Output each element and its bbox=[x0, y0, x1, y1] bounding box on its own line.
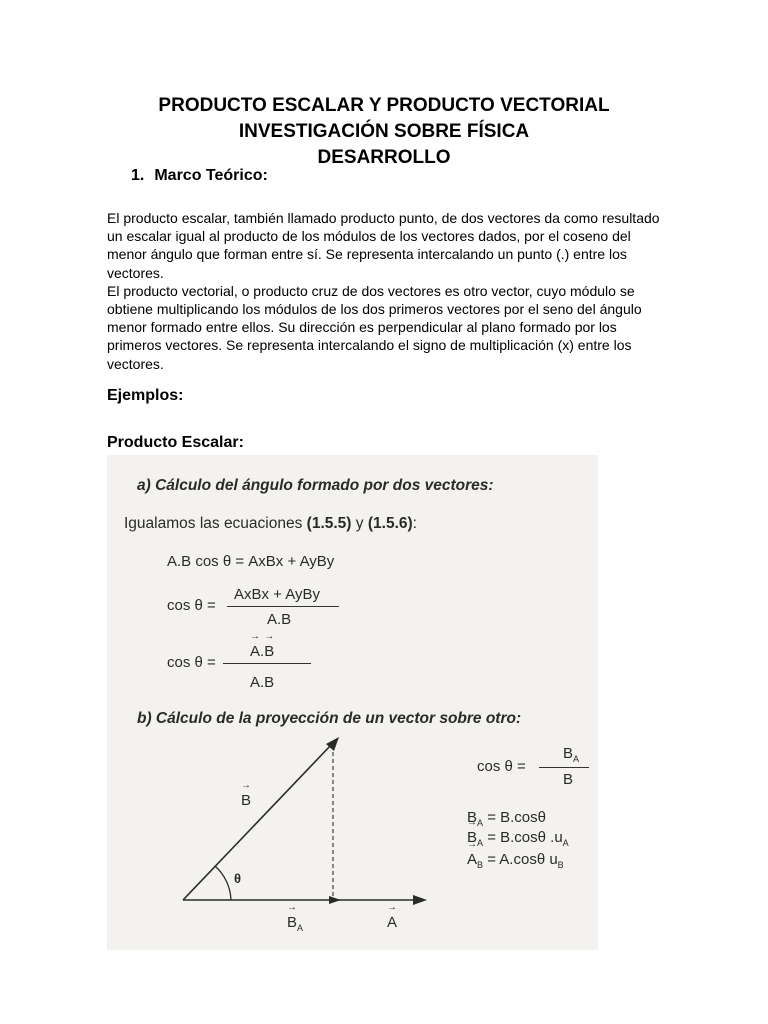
equation-7: → $A_B = A.\cos\theta$ $u_B$ bbox=[467, 851, 564, 870]
part-b-title: b) Cálculo de la proyección de un vector sobre otro: bbox=[137, 710, 522, 727]
equations-intro: Igualamos las ecuaciones (1.5.5) y (1.5.6): bbox=[124, 515, 417, 532]
equation-6: → $B_A = B.\cos\theta$ $.u_A$ bbox=[467, 829, 569, 848]
title-line-1: PRODUCTO ESCALAR Y PRODUCTO VECTORIAL bbox=[158, 95, 610, 116]
vector-A-arrowhead bbox=[413, 895, 427, 905]
label-A: → A bbox=[387, 914, 397, 931]
vector-B-line bbox=[183, 744, 332, 900]
paragraph-vector: El producto vectorial, o producto cruz de dos vectores es otro vector, cuyo módulo se obtiene multiplicando los módulos de los dos primeros vectores por el seno del ángulo menor formado entre ellos. Su dirección es perpendicular al plano formado por los primeros vectores. Se representa intercalando el signo de multiplicación (x) entre los vectores. bbox=[107, 282, 642, 372]
equation-3-denominator: A.B bbox=[250, 674, 275, 691]
equation-5: $B_A = B.\cos\theta$ bbox=[467, 809, 546, 828]
vector-BA-arrowhead bbox=[329, 896, 341, 904]
section-number: 1. bbox=[131, 167, 145, 184]
title-line-3: DESARROLLO bbox=[317, 147, 451, 168]
angle-arc bbox=[215, 866, 231, 900]
equation-1: A.B cos θ = AxBx + AyBy bbox=[167, 553, 335, 570]
label-B: → B bbox=[241, 792, 251, 809]
equation-2-numerator: AxBx + AyBy bbox=[234, 586, 321, 603]
fraction-bar bbox=[539, 767, 589, 768]
vector-A: → A bbox=[250, 643, 260, 660]
scalar-product-heading: Producto Escalar: bbox=[107, 434, 244, 451]
scanned-figure bbox=[107, 455, 598, 950]
projection-diagram bbox=[107, 455, 598, 950]
equation-4-lhs: cos θ = bbox=[477, 758, 526, 775]
paragraph-scalar: El producto escalar, también llamado producto punto, de dos vectores da como resultado un escalar igual al producto de los módulos de los vectores dados, por el coseno del menor ángulo que forman entre sí. Se representa intercalando un punto (.) entre los vectores. bbox=[107, 210, 660, 281]
vector-B: → B bbox=[264, 643, 274, 660]
equation-3-numerator: → A.→ B bbox=[250, 643, 274, 660]
equation-2-denominator: A.B bbox=[267, 611, 292, 628]
part-a-title: a) Cálculo del ángulo formado por dos vectores: bbox=[137, 477, 494, 494]
equation-4-numerator: $B_A$ bbox=[563, 745, 580, 764]
label-theta: θ bbox=[234, 871, 242, 886]
section-title: Marco Teórico: bbox=[154, 167, 268, 184]
theory-text bbox=[107, 209, 667, 373]
label-BA: → $B_A$ bbox=[287, 914, 303, 933]
equation-3-lhs: cos θ = bbox=[167, 654, 216, 671]
equation-4-denominator: B bbox=[563, 771, 574, 788]
equation-2-lhs: cos θ = bbox=[167, 597, 216, 614]
examples-heading: Ejemplos: bbox=[107, 387, 184, 404]
title-line-2: INVESTIGACIÓN SOBRE FÍSICA bbox=[238, 121, 530, 142]
section-heading bbox=[131, 167, 268, 185]
